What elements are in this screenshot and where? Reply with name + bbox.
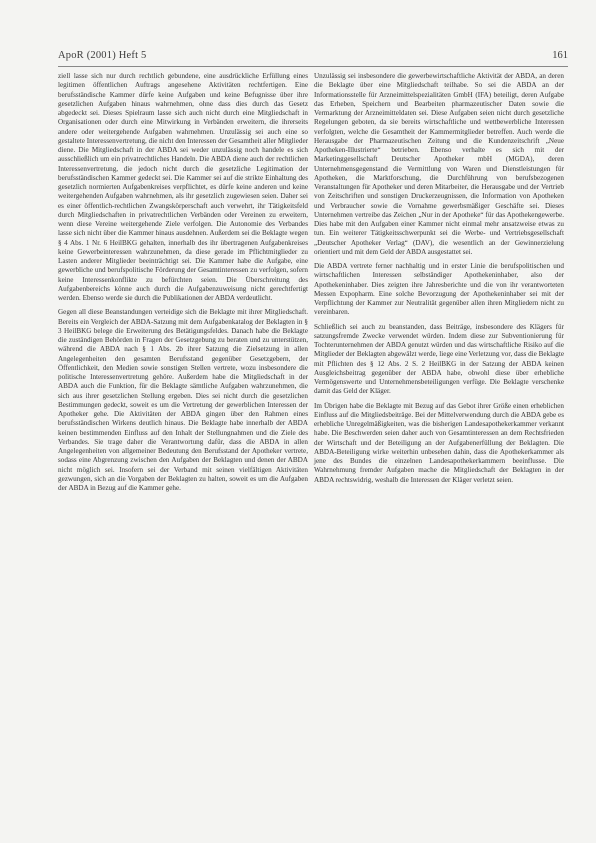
page-number: 161 [552, 50, 568, 61]
running-head: ApoR (2001) Heft 5 [58, 50, 147, 61]
paragraph: Gegen all diese Beanstandungen verteidige sich die Beklagte mit ihrer Mitgliedschaft. Bereits ein Vergleich der ABDA-Satzung mit dem Aufgabenkatalog der Beklagten in § 3 HeilBKG belege die Erweiterung des Betätigungsfeldes. Danach habe die Beklagte die zuständigen Behörden in Fragen der Gesetzgebung zu beraten und zu unterstützen, während die ABDA nach § 1 Abs. 2b ihrer Satzung die Zielsetzung in allen Angelegenheiten den gesamten Berufsstand gegenüber Gesetzgebern, der Öffentlichkeit, den Medien sowie sonstigen Stellen vertrete, wozu insbesondere die politische Interessenvertretung gehöre. Außerdem habe die Mitgliedschaft in der ABDA auch die Funktion, für die Beklagte sämtliche Aufgaben wahrzunehmen, die sich aus ihrer gesetzlichen Stellung ergeben. Dies sei nicht durch die gesetzlichen Bestimmungen gedeckt, soweit es um die Vertretung der gewerblichen Interessen der Apotheker gehe. Die Aktivitäten der ABDA gingen über den Rahmen eines berufsständischen Wirkens deutlich hinaus. Die Beklagte habe innerhalb der ABDA keinen bestimmenden Einfluss auf den Inhalt der Stellungnahmen und die Ziele des Verbandes. Sie trage daher die Verantwortung dafür, dass die ABDA in allen Angelegenheiten von allgemeiner Bedeutung den Berufsstand der Apotheker vertrete, sodass eine Abgrenzung zwischen den Aufgaben der Beklagten und denen der ABDA nicht möglich sei. Insofern sei der Verband mit seinen vielfältigen Aktivitäten gezwungen, sich an die Vorgaben der Beklagten zu halten, soweit es um die Aufgaben der ABDA in Bezug auf die Kammer gehe. [58, 308, 308, 492]
paragraph: Unzulässig sei insbesondere die gewerbewirtschaftliche Aktivität der ABDA, an deren die Beklagte über eine Mitgliedschaft teilhabe. So sei die ABDA an der Informationsstelle für Arzneimittelspezialitäten GmbH (IFA) beteiligt, deren Aufgabe das Erheben, Speichern und Bearbeiten pharmazeutischer Daten sowie die Vermarktung der Arzneimitteldaten sei. Diese Aufgaben seien nicht durch gesetzliche Regelungen geboten, da sie bereits wirtschaftliche und wettbewerbliche Interessen verfolgten, welche die Gesamtheit der Kammermitglieder betreffen. Auch werde die Herausgabe der Pharmazeutischen Zeitung und die Kundenzeitschrift „Neue Apotheken-Illustrierte“ betrieben. Ebenso verhalte es sich mit der Marketinggesellschaft Deutscher Apotheker mbH (MGDA), deren Unternehmensgegenstand die Vermittlung von Waren und Dienstleistungen für Apotheken, die Marktforschung, die Durchführung von berufsbezogenen Veranstaltungen für Apotheker und deren Mitarbeiter, die Herausgabe und der Vertrieb von Zeitschriften und sonstigen Druckerzeugnissen, die Information von Apotheken und Verbraucher sowie die Vornahme gewerbsmäßiger Geschäfte sei. Dieses Unternehmen vertreibe das Zeichen „Nur in der Apotheke“ für das Apothekengewerbe. Dies habe mit den Aufgaben einer Kammer nicht einmal mehr ansatzweise etwas zu tun. Ein weiterer Tätigkeitsschwerpunkt sei die Werbe- und Vertriebsgesellschaft „Deutscher Apotheker Verlag“ (DAV), die wesentlich an der Gewinnerzielung orientiert und mit dem Geld der ABDA ausgestattet sei. [314, 72, 564, 256]
paragraph: Im Übrigen habe die Beklagte mit Bezug auf das Gebot ihrer Größe einen erheblichen Einfluss auf die Mitgliedsbeiträge. Bei der Mittelverwendung durch die ABDA gebe es erhebliche Unregelmäßigkeiten, was die bisherigen Landesapothekerkammer verkannt habe. Die Beschwerden seien daher auch von Gesamtinteressen an dem Rechtsfrieden der Wirtschaft und der Beteiligung an der Aufgabenerfüllung der Beklagten. Die ABDA-Beteiligung wirke weiterhin unbesehen dahin, dass die Apothekerkammer als jene des Bundes die einzelnen Landesapothekerkammern beeinflusse. Die Wahrnehmung fremder Aufgaben mache die Mitgliedschaft der Beklagten in der ABDA rechtswidrig, weshalb die Interessen der Kläger verletzt seien. [314, 401, 564, 484]
paragraph: ziell lasse sich nur durch rechtlich gebundene, eine ausdrückliche Erfüllung eines legitimen öffentlichen Auftrags angesehene Aktivitäten rechtfertigen. Eine berufsständische Kammer dürfe keine Aufgaben und keine Befugnisse über ihre gesetzlichen Aufgaben hinaus wahrnehmen, ohne dass dies durch das Gesetz abgedeckt sei. Dieses Spielraum lasse sich auch nicht durch eine Mitgliedschaft in Organisationen oder durch eine Mitwirkung in Verbänden erweitern, die ihrerseits andere oder weitergehende Aufgaben wahrnehmen. Unzulässig sei auch eine so gestaltete Interessenvertretung, die nicht den Interessen der Gesamtheit aller Mitglieder diene. Die Mitgliedschaft in der ABDA sei weder unzulässig noch handele es sich ausschließlich um ein privatrechtliches Handeln. Die ABDA diene auch der rechtlichen Interessenvertretung, die jedoch nicht durch die gesetzliche Legitimation der berufsständischen Kammer gedeckt sei. Die Kammer sei auf die strikte Einhaltung des gesetzlich normierten Aufgabenkreises verpflichtet, es dürfe keine anderen und keine weitergehenden Aufgaben wahrnehmen, als ihr gesetzlich zugewiesen seien. Daher sei es einer öffentlich-rechtlichen Zwangskörperschaft auch verwehrt, ihr Tätigkeitsfeld durch Mitgliedschaften in privatrechtlichen Verbänden oder Vereinen zu erweitern, wenn diese Vereine weitergehende Ziele verfolgen. Die Autonomie des Verbandes lasse sich nicht über die Kammer hinaus ausdehnen. Außerdem sei die Beklagte wegen § 4 Abs. 1 Nr. 6 HeilBKG gehalten, innerhalb des ihr übertragenen Aufgabenkreises keine Gewerbeinteressen wahrzunehmen, da diese gerade im Pflichtmitglieder zu Lasten anderer Mitglieder beeinträchtigt sei. Die Kammer habe die Aufgabe, eine gewerbliche und berufspolitische Förderung der Gesamtinteressen zu verfolgen, sofern keine Interessenkonflikte zu befürchten seien. Die Überschreitung des Aufgabenbereichs könne auch durch die Aufgabenzuweisung nicht gerechtfertigt werden. Ebenso werde sie durch die Publikationen der ABDA verdeutlicht. [58, 72, 308, 302]
left-column [58, 72, 308, 497]
paragraph: Schließlich sei auch zu beanstanden, dass Beiträge, insbesondere des Klägers für satzungsfremde Zwecke verwendet würden. Indem diese zur Subventionierung für Tochterunternehmen der ABDA genutzt würden und das wirtschaftliche Risiko auf die Mitglieder der Beklagten abgewälzt werde, liege eine Verletzung vor, dass die Beklagte mit Pflichten des § 12 Abs. 2 S. 2 HeilBKG in der Satzung der ABDA keinen Ausgleichsbeitrag gegenüber der ABDA habe, obwohl diese über erhebliche Vermögenswerte und Unternehmensbeteiligungen verfüge. Die Beklagte verschenke damit das Geld der Kläger. [314, 322, 565, 396]
page-header [58, 50, 568, 64]
right-column [314, 72, 564, 489]
paragraph: Die ABDA vertrete ferner nachhaltig und in erster Linie die berufspolitischen und wirtschaftlichen Interessen selbständiger Apothekeninhaber, also der Apothekeninhaber. Dies zeigten ihre Jahresberichte und die von ihr verantworteten Messen Expopharm. Eine solche Bevorzugung der Apothekeninhaber sei mit der Verpflichtung der Kammer zur Neutralität gegenüber allen ihren Mitgliedern nicht zu vereinbaren. [314, 262, 564, 317]
header-rule [58, 66, 568, 67]
